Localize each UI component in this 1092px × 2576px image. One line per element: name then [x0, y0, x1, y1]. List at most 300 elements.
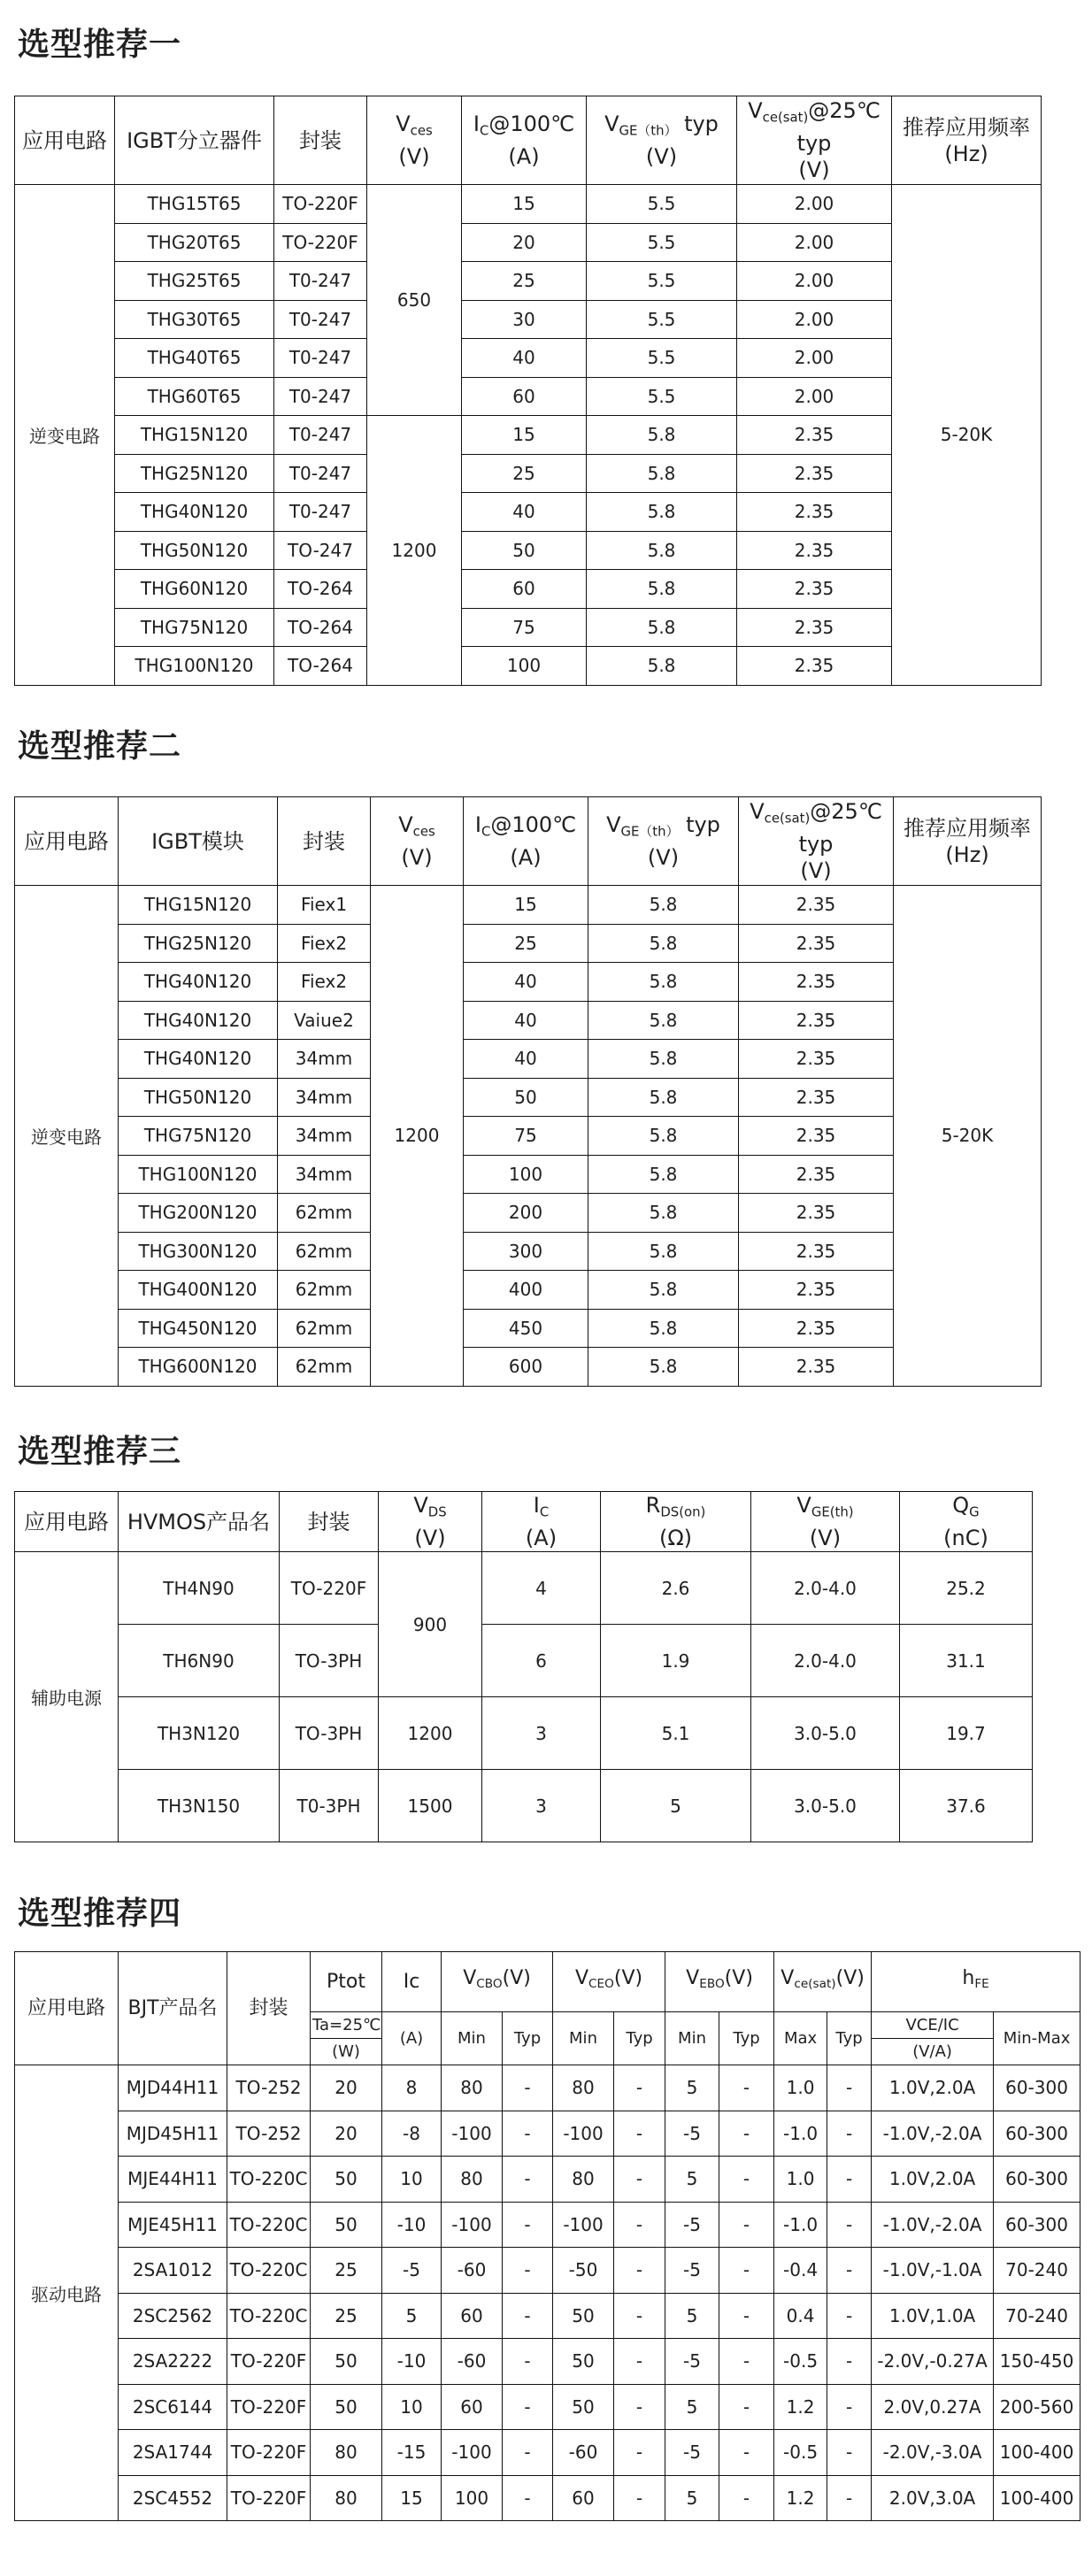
vceo-min-cell: 50	[553, 2384, 614, 2430]
vce-ic-cell: 1.0V,2.0A	[872, 2065, 994, 2111]
vcbo-typ-cell: -	[503, 2384, 553, 2430]
vgeth-cell: 3.0-5.0	[751, 1697, 900, 1770]
ic-cell: 25	[462, 262, 587, 301]
vge-cell: 5.8	[588, 1155, 739, 1194]
header-vce-symbol: V	[750, 798, 765, 824]
vge-cell: 5.8	[588, 963, 739, 1002]
vceo-typ-cell: -	[614, 2475, 665, 2521]
ic-cell: -5	[382, 2248, 442, 2294]
vcesat-max-cell: 1.2	[774, 2384, 827, 2430]
vceo-min-cell: -100	[553, 2202, 614, 2248]
vge-cell: 5.8	[587, 531, 737, 570]
header-vcbo-symbol: V	[463, 1967, 477, 1990]
table-row	[15, 1271, 1042, 1310]
device-name-cell: 2SC4552	[119, 2475, 227, 2521]
header-vce-cond: @25℃	[810, 798, 882, 824]
ic-cell: 3	[482, 1697, 601, 1770]
vge-cell: 5.8	[588, 1117, 739, 1156]
package-cell: TO-264	[274, 570, 367, 609]
package-cell: Fiex2	[278, 924, 371, 963]
header-vebo	[665, 1952, 774, 2012]
vcesat-max-cell: 1.0	[774, 2157, 827, 2203]
vge-cell: 5.8	[588, 1232, 739, 1271]
header-vce-typ: typ	[798, 832, 834, 857]
device-name-cell: THG50N120	[115, 531, 274, 570]
rds-cell: 1.9	[601, 1625, 751, 1697]
vceo-typ-cell: -	[614, 2339, 665, 2385]
header-qg	[900, 1492, 1033, 1552]
device-name-cell: MJE45H11	[119, 2202, 227, 2248]
ic-cell: 25	[464, 924, 588, 963]
vgeth-cell: 2.0-4.0	[751, 1625, 900, 1697]
header-vgeth-sub: GE(th)	[811, 1503, 854, 1520]
device-name-cell: TH3N120	[119, 1697, 280, 1770]
ptot-cell: 80	[311, 2430, 382, 2476]
header-vcbo-typ: Typ	[503, 2012, 553, 2065]
vebo-min-cell: 5	[665, 2293, 719, 2339]
ptot-cell: 25	[311, 2293, 382, 2339]
vge-cell: 5.8	[588, 1078, 739, 1117]
header-ic-unit: (A)	[525, 1526, 558, 1551]
table-row	[15, 1697, 1033, 1770]
table-row	[15, 493, 1042, 532]
ic-cell: 100	[464, 1155, 588, 1194]
header-vce	[739, 797, 894, 886]
section-1-title: 选型推荐一	[18, 27, 182, 63]
vcbo-typ-cell: -	[503, 2111, 553, 2157]
vceo-min-cell: -50	[553, 2248, 614, 2294]
header-vge-symbol: V	[604, 111, 619, 136]
package-cell: TO-220F	[280, 1552, 379, 1625]
vge-cell: 5.8	[588, 886, 739, 925]
vces-cell: 1200	[371, 886, 464, 1387]
rds-cell: 5	[601, 1770, 751, 1842]
header-vceo-sub: CEO	[588, 1977, 614, 1992]
vebo-min-cell: 5	[665, 2475, 719, 2521]
hfe-range-cell: 100-400	[994, 2475, 1080, 2521]
device-name-cell: THG25T65	[115, 262, 274, 301]
table-row	[15, 2430, 1080, 2476]
device-name-cell: MJD44H11	[119, 2065, 227, 2111]
header-qg-sub: G	[969, 1503, 980, 1520]
vge-cell: 5.8	[588, 1348, 739, 1387]
vce-sat-cell: 2.35	[739, 1271, 894, 1310]
vcesat-typ-cell: -	[827, 2065, 872, 2111]
header-vcesat-symbol: V	[781, 1967, 795, 1990]
device-name-cell: THG15N120	[115, 416, 274, 455]
header-vcesat-sub: ce(sat)	[794, 1977, 836, 1992]
vebo-min-cell: -5	[665, 2430, 719, 2476]
header-hfe	[872, 1952, 1080, 2012]
ic-cell: 75	[462, 608, 587, 647]
package-cell: T0-3PH	[280, 1770, 379, 1842]
vce-sat-cell: 2.35	[739, 1232, 894, 1271]
qg-cell: 31.1	[900, 1625, 1033, 1697]
header-vcesat-max: Max	[774, 2012, 827, 2065]
ic-cell: 40	[462, 493, 587, 532]
vcbo-typ-cell: -	[503, 2248, 553, 2294]
header-vds	[379, 1492, 482, 1552]
package-cell: TO-220F	[227, 2384, 311, 2430]
header-ic-unit: (A)	[382, 2012, 442, 2065]
device-name-cell: TH4N90	[119, 1552, 280, 1625]
device-name-cell: 2SC2562	[119, 2293, 227, 2339]
table-row	[15, 886, 1042, 925]
device-name-cell: THG25N120	[115, 454, 274, 493]
ic-cell: 60	[462, 570, 587, 609]
vcbo-typ-cell: -	[503, 2157, 553, 2203]
package-cell: TO-220F	[274, 185, 367, 224]
package-cell: TO-247	[274, 531, 367, 570]
vge-cell: 5.8	[587, 454, 737, 493]
app-circuit-cell: 逆变电路	[15, 886, 119, 1387]
vce-sat-cell: 2.35	[739, 1348, 894, 1387]
table-row	[15, 300, 1042, 339]
package-cell: 34mm	[278, 1078, 371, 1117]
vcbo-typ-cell: -	[503, 2065, 553, 2111]
package-cell: TO-252	[227, 2111, 311, 2157]
vcesat-max-cell: -0.4	[774, 2248, 827, 2294]
ic-cell: 100	[462, 647, 587, 686]
package-cell: T0-247	[274, 416, 367, 455]
vge-cell: 5.5	[587, 185, 737, 224]
package-cell: TO-252	[227, 2065, 311, 2111]
table-row	[15, 416, 1042, 455]
header-vceo-typ: Typ	[614, 2012, 665, 2065]
vcesat-typ-cell: -	[827, 2430, 872, 2476]
vceo-min-cell: -60	[553, 2430, 614, 2476]
header-frequency-label: 推荐应用频率	[904, 815, 1031, 841]
package-cell: TO-220C	[227, 2157, 311, 2203]
ic-cell: 40	[464, 1040, 588, 1079]
ic-cell: 300	[464, 1232, 588, 1271]
header-device: BJT产品名	[119, 1952, 227, 2065]
header-vge-sub: GE（th）	[619, 122, 678, 139]
header-qg-unit: (nC)	[943, 1526, 988, 1551]
vcbo-min-cell: -100	[442, 2202, 503, 2248]
header-ic	[464, 797, 588, 886]
device-name-cell: 2SC6144	[119, 2384, 227, 2430]
vceo-typ-cell: -	[614, 2293, 665, 2339]
vceo-min-cell: 80	[553, 2065, 614, 2111]
header-ic-symbol: I	[473, 111, 480, 136]
ptot-cell: 50	[311, 2157, 382, 2203]
vce-ic-cell: -1.0V,-2.0A	[872, 2202, 994, 2248]
ic-cell: 30	[462, 300, 587, 339]
vge-cell: 5.8	[588, 1001, 739, 1040]
igbt-discrete-table	[14, 96, 1042, 686]
table-row	[15, 2202, 1080, 2248]
ic-cell: -10	[382, 2202, 442, 2248]
header-rds-sub: DS(on)	[660, 1503, 706, 1520]
header-vces-sub: ces	[410, 122, 433, 139]
header-vce	[737, 96, 892, 185]
qg-cell: 25.2	[900, 1552, 1033, 1625]
vce-sat-cell: 2.35	[739, 1309, 894, 1348]
ic-cell: 40	[464, 963, 588, 1002]
vce-ic-cell: 1.0V,1.0A	[872, 2293, 994, 2339]
ic-cell: 4	[482, 1552, 601, 1625]
vcbo-min-cell: 80	[442, 2065, 503, 2111]
table-row	[15, 1770, 1033, 1842]
header-ic-sub: C	[539, 1503, 550, 1520]
vce-sat-cell: 2.35	[737, 531, 892, 570]
device-name-cell: MJE44H11	[119, 2157, 227, 2203]
table-row	[15, 1625, 1033, 1697]
header-app-circuit: 应用电路	[15, 96, 115, 185]
header-frequency	[894, 797, 1042, 886]
table-row	[15, 1309, 1042, 1348]
header-vebo-sub: EBO	[699, 1977, 725, 1992]
hvmos-table	[14, 1491, 1033, 1842]
vds-cell: 1500	[379, 1770, 482, 1842]
vcbo-min-cell: 100	[442, 2475, 503, 2521]
vce-sat-cell: 2.35	[737, 608, 892, 647]
header-vge-typ: typ	[684, 111, 719, 136]
ic-cell: 50	[462, 531, 587, 570]
ic-cell: 15	[382, 2475, 442, 2521]
header-vce-unit: (V)	[800, 858, 832, 884]
vcesat-max-cell: -1.0	[774, 2111, 827, 2157]
vge-cell: 5.8	[587, 493, 737, 532]
vceo-typ-cell: -	[614, 2065, 665, 2111]
device-name-cell: THG40N120	[119, 1001, 278, 1040]
hfe-range-cell: 60-300	[994, 2111, 1080, 2157]
vebo-min-cell: -5	[665, 2248, 719, 2294]
table-row	[15, 1348, 1042, 1387]
device-name-cell: THG600N120	[119, 1348, 278, 1387]
table-row	[15, 1552, 1033, 1625]
header-vcbo-min: Min	[442, 2012, 503, 2065]
package-cell: 34mm	[278, 1040, 371, 1079]
vceo-typ-cell: -	[614, 2384, 665, 2430]
package-cell: TO-220C	[227, 2202, 311, 2248]
table-row	[15, 2157, 1080, 2203]
vge-cell: 5.5	[587, 223, 737, 262]
package-cell: TO-3PH	[280, 1697, 379, 1770]
header-vceo-unit: (V)	[613, 1967, 643, 1990]
device-name-cell: THG30T65	[115, 300, 274, 339]
header-ic-sub: C	[479, 122, 489, 139]
vcesat-max-cell: -0.5	[774, 2430, 827, 2476]
vceo-typ-cell: -	[614, 2157, 665, 2203]
vge-cell: 5.8	[588, 1040, 739, 1079]
package-cell: TO-220F	[227, 2430, 311, 2476]
header-vcesat	[774, 1952, 872, 2012]
vcesat-typ-cell: -	[827, 2111, 872, 2157]
table-row	[15, 2339, 1080, 2385]
header-vebo-unit: (V)	[724, 1967, 753, 1990]
vce-sat-cell: 2.35	[739, 963, 894, 1002]
header-vceo-min: Min	[553, 2012, 614, 2065]
device-name-cell: THG40N120	[119, 1040, 278, 1079]
vcesat-max-cell: 1.2	[774, 2475, 827, 2521]
package-cell: Vaiue2	[278, 1001, 371, 1040]
vceo-min-cell: 50	[553, 2339, 614, 2385]
vebo-min-cell: 5	[665, 2384, 719, 2430]
ic-cell: 200	[464, 1194, 588, 1233]
header-vds-unit: (V)	[414, 1526, 446, 1551]
vce-sat-cell: 2.35	[737, 416, 892, 455]
device-name-cell: THG200N120	[119, 1194, 278, 1233]
hfe-range-cell: 70-240	[994, 2248, 1080, 2294]
table-row	[15, 1155, 1042, 1194]
vebo-min-cell: -5	[665, 2202, 719, 2248]
ptot-cell: 50	[311, 2384, 382, 2430]
table-row	[15, 2384, 1080, 2430]
vge-cell: 5.8	[588, 1309, 739, 1348]
vcbo-typ-cell: -	[503, 2430, 553, 2476]
vcbo-min-cell: 60	[442, 2293, 503, 2339]
package-cell: TO-220C	[227, 2248, 311, 2294]
vce-ic-cell: 1.0V,2.0A	[872, 2157, 994, 2203]
ic-cell: 15	[462, 185, 587, 224]
header-frequency-label: 推荐应用频率	[903, 114, 1030, 140]
vce-sat-cell: 2.35	[739, 1001, 894, 1040]
header-qg-symbol: Q	[952, 1493, 970, 1518]
package-cell: TO-220F	[274, 223, 367, 262]
vce-sat-cell: 2.35	[739, 1155, 894, 1194]
package-cell: 62mm	[278, 1271, 371, 1310]
vcbo-min-cell: -60	[442, 2339, 503, 2385]
ptot-cell: 80	[311, 2475, 382, 2521]
device-name-cell: 2SA2222	[119, 2339, 227, 2385]
vcesat-typ-cell: -	[827, 2157, 872, 2203]
device-name-cell: THG100N120	[119, 1155, 278, 1194]
vebo-typ-cell: -	[719, 2430, 774, 2476]
vceo-min-cell: 80	[553, 2157, 614, 2203]
header-vge-sub: GE（th）	[620, 823, 680, 840]
app-circuit-cell: 辅助电源	[15, 1552, 119, 1842]
package-cell: T0-247	[274, 377, 367, 416]
package-cell: T0-247	[274, 339, 367, 378]
header-vebo-min: Min	[665, 2012, 719, 2065]
header-vebo-typ: Typ	[719, 2012, 774, 2065]
package-cell: TO-220F	[227, 2475, 311, 2521]
ic-cell: 15	[462, 416, 587, 455]
vce-sat-cell: 2.35	[737, 647, 892, 686]
header-app-circuit: 应用电路	[15, 797, 119, 886]
vds-cell: 1200	[379, 1697, 482, 1770]
header-vge-symbol: V	[606, 811, 621, 837]
table-row	[15, 454, 1042, 493]
vce-ic-cell: -1.0V,-1.0A	[872, 2248, 994, 2294]
vceo-typ-cell: -	[614, 2248, 665, 2294]
vce-ic-cell: -2.0V,-3.0A	[872, 2430, 994, 2476]
ic-cell: 50	[464, 1078, 588, 1117]
vce-sat-cell: 2.35	[737, 570, 892, 609]
vce-sat-cell: 2.00	[737, 185, 892, 224]
package-cell: T0-247	[274, 262, 367, 301]
header-device: HVMOS产品名	[119, 1492, 280, 1552]
vcesat-typ-cell: -	[827, 2202, 872, 2248]
vce-sat-cell: 2.35	[737, 493, 892, 532]
header-vgeth-symbol: V	[796, 1493, 811, 1518]
vebo-min-cell: -5	[665, 2111, 719, 2157]
table-row	[15, 223, 1042, 262]
header-package: 封装	[227, 1952, 311, 2065]
table-row	[15, 1232, 1042, 1271]
qg-cell: 37.6	[900, 1770, 1033, 1842]
package-cell: TO-264	[274, 647, 367, 686]
header-vgeth-unit: (V)	[809, 1526, 842, 1551]
package-cell: TO-220C	[227, 2293, 311, 2339]
header-ic-symbol: I	[474, 811, 481, 837]
ic-cell: 60	[462, 377, 587, 416]
ptot-cell: 20	[311, 2111, 382, 2157]
header-ic-cond: @100℃	[490, 811, 577, 837]
table-row	[15, 570, 1042, 609]
package-cell: T0-247	[274, 300, 367, 339]
header-vcbo-unit: (V)	[502, 1967, 531, 1990]
vce-sat-cell: 2.00	[737, 223, 892, 262]
vcbo-typ-cell: -	[503, 2475, 553, 2521]
device-name-cell: THG40T65	[115, 339, 274, 378]
table-row	[15, 1001, 1042, 1040]
header-ta: Ta=25℃	[311, 2012, 382, 2039]
ic-cell: 6	[482, 1625, 601, 1697]
vcesat-max-cell: 0.4	[774, 2293, 827, 2339]
header-hfe-symbol: h	[962, 1967, 975, 1990]
table-row	[15, 2248, 1080, 2294]
device-name-cell: 2SA1744	[119, 2430, 227, 2476]
table-row	[15, 608, 1042, 647]
vebo-min-cell: 5	[665, 2065, 719, 2111]
device-name-cell: 2SA1012	[119, 2248, 227, 2294]
vcbo-min-cell: -60	[442, 2248, 503, 2294]
device-name-cell: TH3N150	[119, 1770, 280, 1842]
header-ic-cond: @100℃	[488, 111, 575, 136]
ic-cell: 400	[464, 1271, 588, 1310]
vebo-typ-cell: -	[719, 2065, 774, 2111]
vce-sat-cell: 2.35	[739, 1040, 894, 1079]
hfe-range-cell: 60-300	[994, 2157, 1080, 2203]
header-vcbo-sub: CBO	[476, 1977, 503, 1992]
header-vce-sub: ce(sat)	[762, 109, 809, 126]
vge-cell: 5.5	[587, 262, 737, 301]
header-vce-typ: typ	[796, 131, 832, 157]
header-package: 封装	[280, 1492, 379, 1552]
package-cell: 62mm	[278, 1348, 371, 1387]
header-vds-symbol: V	[413, 1493, 428, 1518]
vce-ic-cell: -2.0V,-0.27A	[872, 2339, 994, 2385]
package-cell: Fiex2	[278, 963, 371, 1002]
header-ic	[462, 96, 587, 185]
vcbo-typ-cell: -	[503, 2339, 553, 2385]
vcbo-typ-cell: -	[503, 2293, 553, 2339]
header-vge	[587, 96, 737, 185]
header-vces	[371, 797, 464, 886]
vebo-typ-cell: -	[719, 2384, 774, 2430]
device-name-cell: THG75N120	[115, 608, 274, 647]
vce-sat-cell: 2.35	[737, 454, 892, 493]
vceo-typ-cell: -	[614, 2202, 665, 2248]
header-vces	[367, 96, 462, 185]
vge-cell: 5.8	[587, 608, 737, 647]
device-name-cell: THG20T65	[115, 223, 274, 262]
package-cell: T0-247	[274, 454, 367, 493]
hfe-range-cell: 70-240	[994, 2293, 1080, 2339]
vce-ic-cell: 2.0V,0.27A	[872, 2384, 994, 2430]
rds-cell: 5.1	[601, 1697, 751, 1770]
header-vge-th	[751, 1492, 900, 1552]
table-row	[15, 963, 1042, 1002]
hfe-range-cell: 200-560	[994, 2384, 1080, 2430]
header-vge-typ: typ	[686, 811, 720, 837]
vge-cell: 5.5	[587, 377, 737, 416]
vce-sat-cell: 2.35	[739, 924, 894, 963]
header-ptot-unit: (W)	[311, 2039, 382, 2065]
